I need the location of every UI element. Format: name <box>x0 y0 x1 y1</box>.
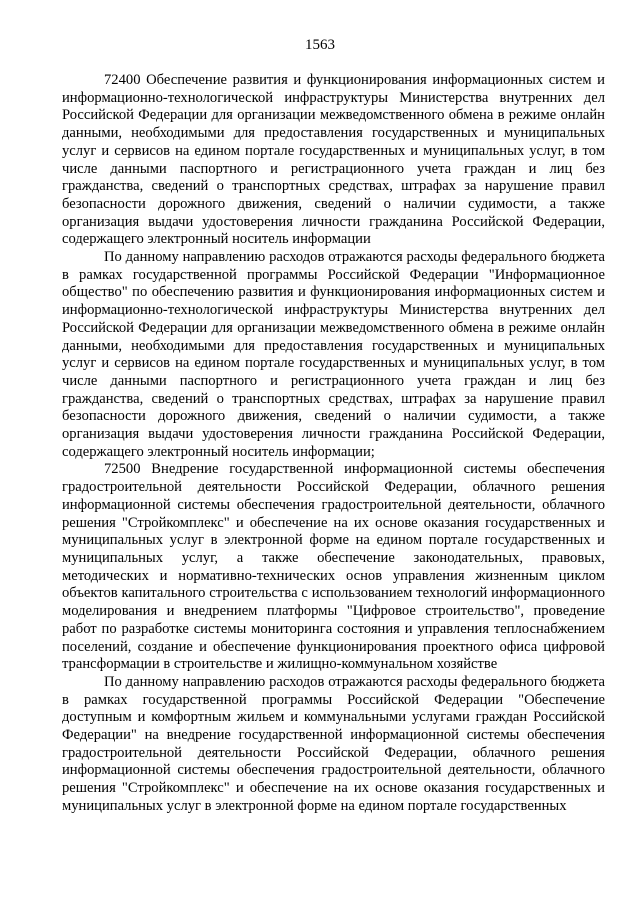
paragraph-72500-description: По данному направлению расходов отражаются расходы федерального бюджета в рамках государственной программы Российской Федерации "Обеспечение доступным и комфортным жильем и коммунальными услугами граждан Российской Федерации" на внедрение государственной информационной системы обеспечения градостроительной деятельности Российской Федерации, облачного решения информационной системы обеспечения градостроительной деятельности, облачного решения "Стройкомплекс" и обеспечение на их основе оказания государственных и муниципальных услуг в электронной форме на едином портале государственных <box>62 673 605 814</box>
page-number: 1563 <box>305 37 335 53</box>
paragraph-72400: 72400 Обеспечение развития и функционирования информационных систем и информационно-технологической инфраструктуры Министерства внутренних дел Российской Федерации для организации межведомственного обмена в режиме онлайн данными, необходимыми для предоставления государственных и муниципальных услуг и сервисов на едином портале государственных и муниципальных услуг, в том числе данными паспортного и регистрационного учета граждан и лиц без гражданства, сведений о транспортных средствах, штрафах за нарушение правил безопасности дорожного движения, сведений о наличии судимости, а также организация выдачи удостоверения личности гражданина Российской Федерации, содержащего электронный носитель информации <box>62 72 605 248</box>
document-body <box>62 72 605 816</box>
paragraph-72400-description: По данному направлению расходов отражаются расходы федерального бюджета в рамках государственной программы Российской Федерации "Информационное общество" по обеспечению развития и функционирования информационных систем и информационно-технологической инфраструктуры Министерства внутренних дел Российской Федерации для организации межведомственного обмена в режиме онлайн данными, необходимыми для предоставления государственных и муниципальных услуг и сервисов на едином портале государственных и муниципальных услуг, в том числе данными паспортного и регистрационного учета граждан и лиц без гражданства, сведений о транспортных средствах, штрафах за нарушение правил безопасности дорожного движения, сведений о наличии судимости, а также организация выдачи удостоверения личности гражданина Российской Федерации, содержащего электронный носитель информации; <box>62 249 605 460</box>
paragraph-72500: 72500 Внедрение государственной информационной системы обеспечения градостроительной деятельности Российской Федерации, облачного решения информационной системы обеспечения градостроительной деятельности, облачного решения "Стройкомплекс" и обеспечение на их основе оказания государственных и муниципальных услуг в электронной форме на едином портале государственных и муниципальных услуг, а также обеспечение законодательных, правовых, методических и нормативно-технических основ управления жизненным циклом объектов капитального строительства с использованием технологий информационного моделирования и внедрением платформы "Цифровое строительство", проведение работ по разработке системы мониторинга состояния и управления теплоснабжением поселений, создание и обеспечение функционирования проектного офиса цифровой трансформации в строительстве и жилищно-коммунальном хозяйстве <box>62 461 605 673</box>
